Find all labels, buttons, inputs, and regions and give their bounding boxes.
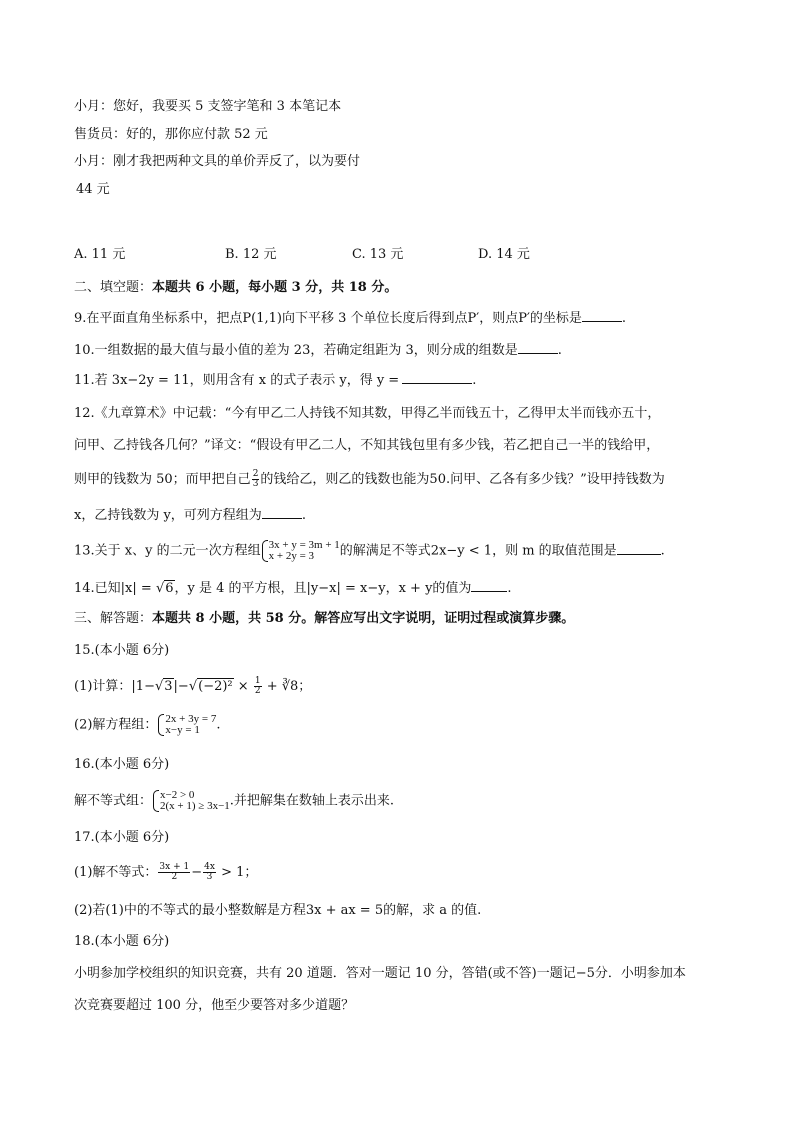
q16-ineq2: 2(x + 1) ≥ 3x−1 [160,800,230,812]
q15-eq2: x−y = 1 [165,724,200,736]
dialogue-line-4: 44 元 [76,182,110,197]
question-10 [74,341,562,360]
q15-sqrt3: 3 [164,679,173,694]
q15-part-2 [74,714,220,736]
section-3-heading-prefix: 三、解答题： [74,611,153,626]
q9-text: 9.在平面直角坐标系中，把点P(1,1)向下平移 3 个单位长度后得到点P′，则点P′的坐标是 [74,311,582,326]
question-9 [74,309,626,328]
q13-eq1: 3x + y = 3m + 1 [268,539,340,551]
q11-end: . [472,373,477,388]
q15-cube-root: ∛8 [281,679,299,694]
fraction-denominator: 2 [254,686,261,696]
q17-p1-suffix: > 1； [216,865,258,880]
q17-fraction-1 [158,863,190,882]
question-14 [74,579,512,598]
question-13 [74,540,665,562]
q16-inequality-system [152,790,230,812]
q15-eq1: 2x + 3y = 7 [165,713,217,725]
q12-line-4-text: x，乙持钱数为 y，可列方程组为 [74,508,262,523]
q13-end: . [660,543,665,559]
sqrt-symbol: √ [155,581,165,596]
fraction-denominator: 3 [206,872,213,882]
dialogue-line-2: 售货员：好的，那你应付款 52 元 [74,127,268,142]
q14-prefix: 14.已知|x| = [74,581,156,596]
fraction-one-half [254,677,262,696]
option-a: A. 11 元 [74,247,126,262]
q12-line-3 [74,470,665,489]
dialogue-line-1: 小月：您好，我要买 5 支签字笔和 3 本笔记本 [74,99,342,114]
option-c: C. 13 元 [352,247,404,262]
q10-text: 10.一组数据的最大值与最小值的差为 23，若确定组距为 3，则分成的组数是 [74,343,518,358]
fraction-numerator: 3x + 1 [159,862,190,872]
q14-end: . [507,581,512,596]
q12-line-2: 问甲、乙持钱各几何？”译文：“假设有甲乙二人，不知其钱包里有多少钱，若乙把自己一半的钱给甲， [74,438,660,453]
q15-p2-prefix: (2)解方程组： [74,717,158,733]
fraction-denominator: 3 [252,479,259,489]
q18-title: 18.(本小题 6分) [74,934,170,949]
q13-suffix: 的解满足不等式2x−y < 1，则 m 的取值范围是 [339,543,617,559]
fraction-numerator: 4x [204,862,215,872]
q9-end: . [621,311,627,326]
q18-line-1: 小明参加学校组织的知识竞赛，共有 20 道题．答对一题记 10 分，答错(或不答)一题记−5分．小明参加本 [74,966,686,981]
q15-equation-system [157,714,216,736]
section-2-heading-prefix: 二、填空题： [74,280,153,295]
q17-title: 17.(本小题 6分) [74,830,170,845]
q16-title: 16.(本小题 6分) [74,757,170,772]
q15-p2-end: . [216,717,221,733]
q15-plus: + [262,679,282,694]
q13-equation-system [261,540,340,562]
q12-line-4 [74,506,306,525]
sqrt-symbol: √ [154,679,164,694]
q17-fraction-2 [203,863,216,882]
q12-line-3-b: 的钱给乙，则乙的钱数也能为50.问甲、乙各有多少钱？”设甲持钱数为 [260,472,665,487]
q13-prefix: 13.关于 x、y 的二元一次方程组 [74,543,261,559]
q16-prefix: 解不等式组： [74,793,153,809]
section-3-heading-bold: 本题共 8 小题，共 58 分。解答应写出文字说明，证明过程或演算步骤。 [152,611,575,626]
q13-eq2: x + 2y = 3 [268,550,315,562]
q17-part-2: (2)若(1)中的不等式的最小整数解是方程3x + ax = 5的解，求 a 的值. [74,903,482,918]
q17-p1-prefix: (1)解不等式： [74,865,158,880]
q16-suffix: .并把解集在数轴上表示出来. [229,793,395,809]
q10-answer-blank[interactable] [518,341,558,354]
q16-body [74,790,394,812]
fraction-numerator: 2 [252,469,259,479]
option-d: D. 14 元 [478,247,530,262]
q12-line-1: 12.《九章算术》中记载：“今有甲乙二人持钱不知其数，甲得乙半而钱五十，乙得甲太半而钱亦五十， [74,406,661,421]
section-2-heading-bold: 本题共 6 小题，每小题 3 分，共 18 分。 [152,280,398,295]
option-b: B. 12 元 [225,247,277,262]
q15-part-1 [74,677,311,696]
q10-end: . [557,343,562,358]
q14-answer-blank[interactable] [471,579,507,592]
fraction-denominator: 2 [171,872,178,882]
q12-answer-blank[interactable] [262,506,302,519]
q18-line-2: 次竞赛要超过 100 分，他至少要答对多少道题？ [74,998,355,1013]
q13-answer-blank[interactable] [617,542,661,555]
fraction-two-thirds [252,470,260,489]
q9-answer-blank[interactable] [582,309,622,322]
q11-answer-blank[interactable] [402,371,472,384]
q15-p1-mid: |− [173,679,189,694]
q11-text: 11.若 3x−2y = 11，则用含有 x 的式子表示 y，得 y = [74,373,400,388]
q16-ineq1: x−2 > 0 [160,789,195,801]
q15-p1-prefix: (1)计算：|1− [74,679,155,694]
q12-end: . [301,508,306,523]
section-2-heading [74,279,397,297]
q17-part-1 [74,863,257,882]
sqrt-symbol: √ [188,679,198,694]
fraction-numerator: 1 [254,676,261,686]
q15-sqrt-expr: (−2)² [198,679,233,694]
q12-line-3-a: 则甲的钱数为 50；而甲把自己 [74,472,251,487]
q15-times: × [233,679,253,694]
q14-suffix: ，y 是 4 的平方根，且|y−x| = x−y，x + y的值为 [174,581,472,596]
q14-sqrt-value: 6 [165,581,174,596]
q17-minus: − [191,865,203,880]
section-3-heading [74,610,574,628]
q15-title: 15.(本小题 6分) [74,643,170,658]
question-11 [74,371,476,390]
q15-p1-end: ； [298,679,312,694]
dialogue-line-3: 小月：刚才我把两种文具的单价弄反了，以为要付 [74,154,361,169]
